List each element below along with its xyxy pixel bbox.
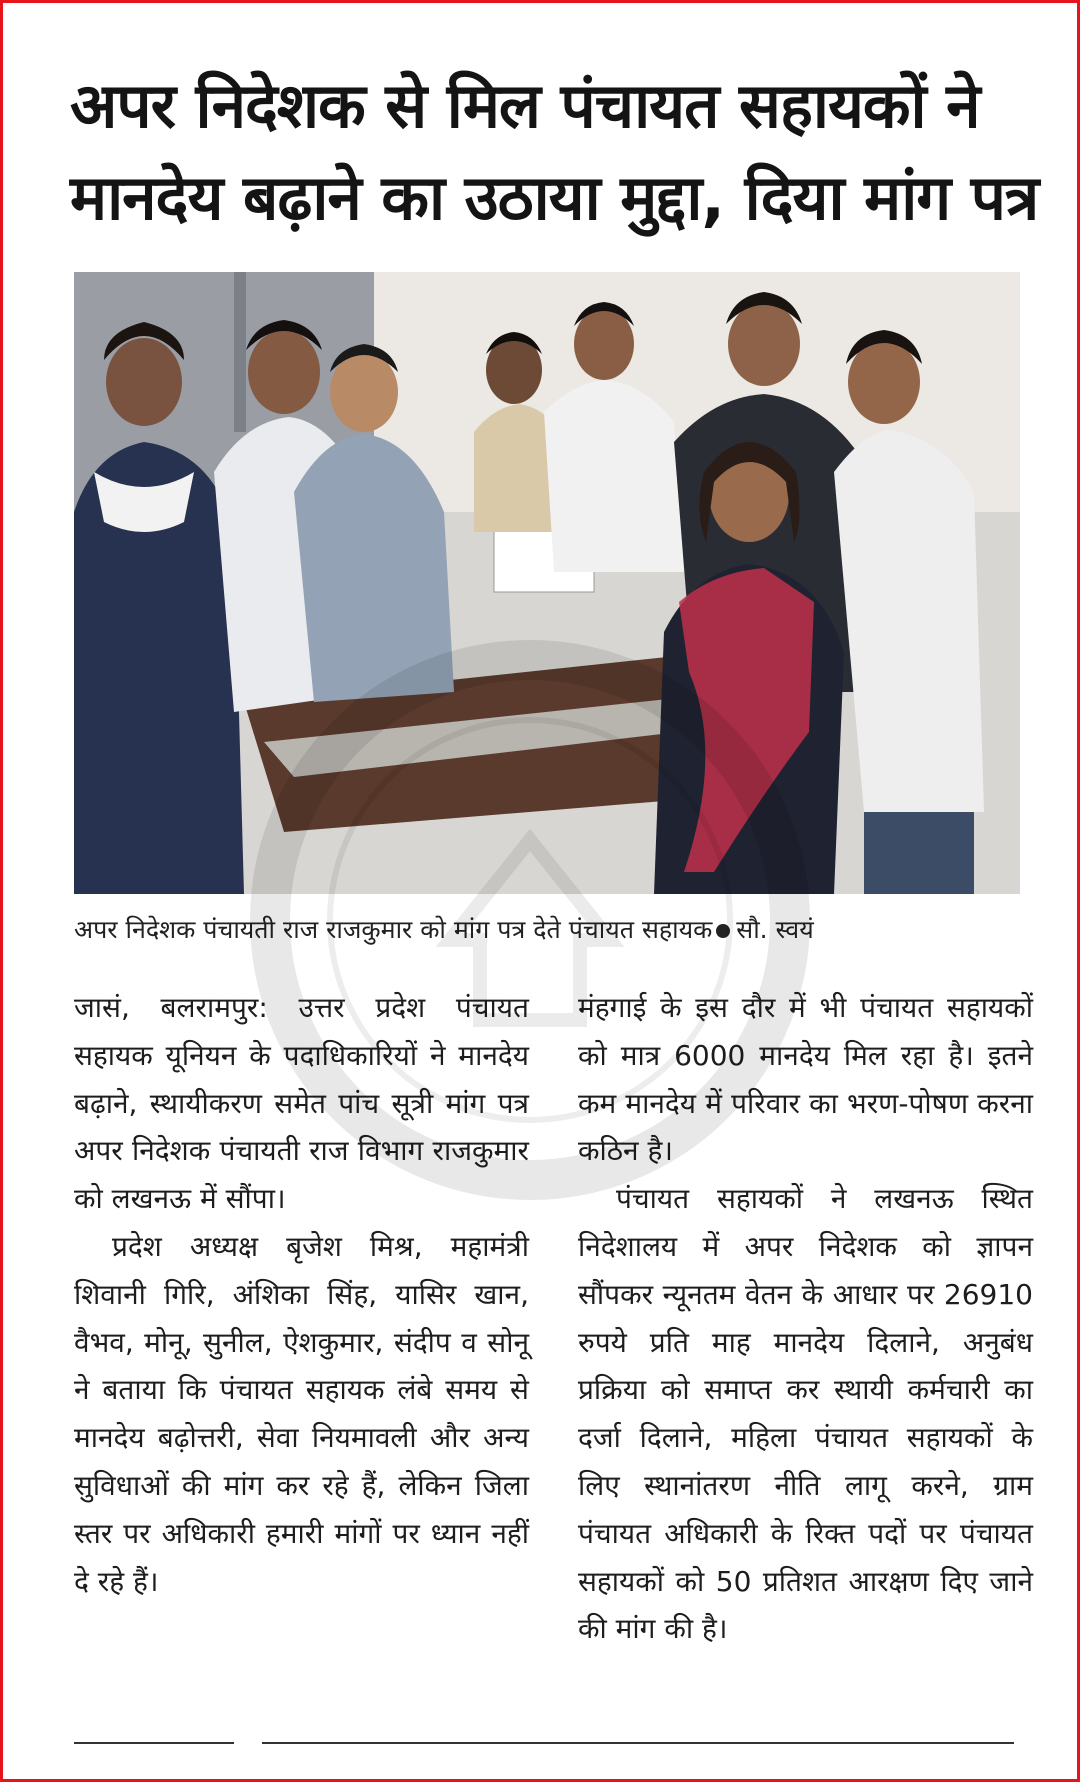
bottom-rule-left: [74, 1742, 234, 1744]
caption-text: अपर निदेशक पंचायती राज राजकुमार को मांग पत्र देते पंचायत सहायक: [74, 915, 713, 944]
news-photo: [74, 272, 1020, 894]
right-paragraph-2: पंचायत सहायकों ने लखनऊ स्थित निदेशालय में अपर निदेशक को ज्ञापन सौंपकर न्यूनतम वेतन के आधार पर 26910 रुपये प्रति माह मानदेय दिलाने, अनुबंध प्रक्रिया को समाप्त कर स्थायी कर्मचारी का दर्जा दिलाने, महिला पंचायत सहायकों के लिए स्थानांतरण नीति लागू करने, ग्राम पंचायत अधिकारी के रिक्त पदों पर पंचायत सहायकों को 50 प्रतिशत आरक्षण दिए जाने की मांग की है।: [578, 1182, 1033, 1646]
bullet-dot-icon: [716, 924, 730, 938]
group-photo-illustration: [74, 272, 1020, 894]
headline-line-2: मानदेय बढ़ाने का उठाया मुद्दा, दिया मांग पत्र: [70, 161, 1039, 234]
left-paragraph-1: जासं, बलरामपुर: उत्तर प्रदेश पंचायत सहायक यूनियन के पदाधिकारियों ने मानदेय बढ़ाने, स्थायीकरण समेत पांच सूत्री मांग पत्र अपर निदेशक पंचायती राज विभाग राजकुमार को लखनऊ में सौंपा।: [74, 991, 529, 1216]
bottom-rule-right: [262, 1742, 1014, 1744]
left-paragraph-2: प्रदेश अध्यक्ष बृजेश मिश्र, महामंत्री शिवानी गिरि, अंशिका सिंह, यासिर खान, वैभव, मोनू, सुनील, ऐशकुमार, संदीप व सोनू ने बताया कि पंचायत सहायक लंबे समय से मानदेय बढ़ोत्तरी, सेवा नियमावली और अन्य सुविधाओं की मांग कर रहे हैं, लेकिन जिला स्तर पर अधिकारी हमारी मांगों पर ध्यान नहीं दे रहे हैं।: [74, 1229, 529, 1598]
photo-caption: [74, 912, 1020, 946]
caption-credit: सौ. स्वयं: [736, 915, 814, 944]
right-paragraph-1: मंहगाई के इस दौर में भी पंचायत सहायकों को मात्र 6000 मानदेय मिल रहा है। इतने कम मानदेय में परिवार का भरण-पोषण करना कठिन है।: [578, 991, 1033, 1168]
headline: [70, 60, 1039, 244]
headline-line-1: अपर निदेशक से मिल पंचायत सहायकों ने: [70, 69, 980, 142]
article-column-right: [578, 984, 1033, 1653]
article-column-left: [74, 984, 529, 1605]
